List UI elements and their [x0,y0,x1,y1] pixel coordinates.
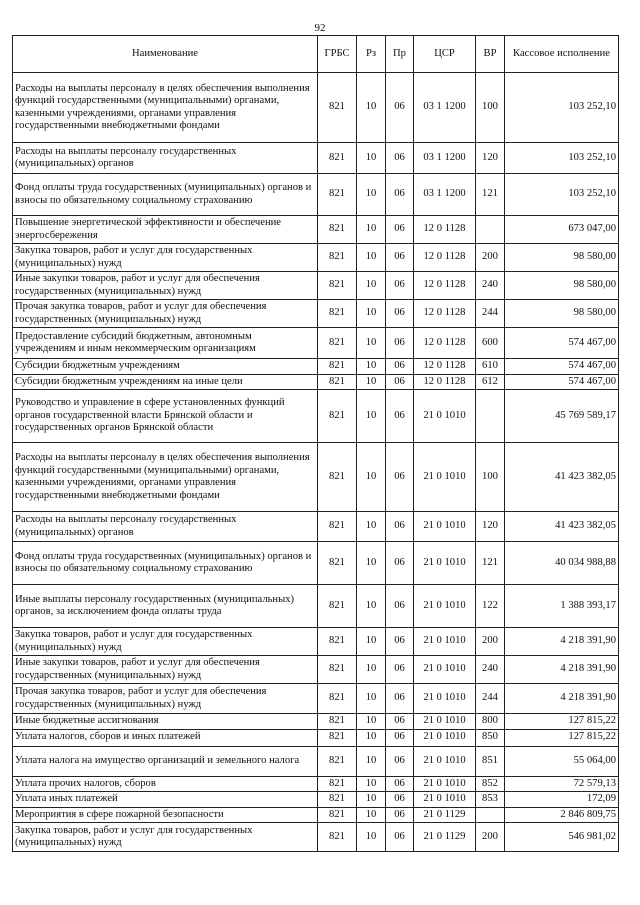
cell-rz: 10 [357,300,386,328]
cell-grbs: 821 [318,73,357,143]
cell-csr: 21 0 1010 [414,714,476,730]
cell-vr [476,390,505,443]
cell-name: Иные бюджетные ассигнования [13,714,318,730]
cell-name: Уплата налогов, сборов и иных платежей [13,729,318,746]
table-body [13,73,619,852]
table-row [13,443,619,512]
cell-rz: 10 [357,792,386,808]
table-row [13,300,619,328]
table-row [13,542,619,585]
cell-csr: 12 0 1128 [414,216,476,244]
table-row [13,512,619,542]
cell-vr: 121 [476,174,505,216]
header-grbs: ГРБС [318,36,357,73]
cell-sum: 546 981,02 [505,823,619,852]
cell-grbs: 821 [318,143,357,174]
cell-vr: 800 [476,714,505,730]
table-row [13,73,619,143]
cell-csr: 21 0 1010 [414,585,476,628]
cell-name: Предоставление субсидий бюджетным, автономным учреждениям и иным некоммерческим организациям [13,328,318,359]
cell-pr: 06 [386,328,414,359]
cell-grbs: 821 [318,174,357,216]
cell-vr: 851 [476,746,505,776]
cell-vr: 850 [476,729,505,746]
cell-name: Субсидии бюджетным учреждениям на иные цели [13,374,318,390]
cell-grbs: 821 [318,776,357,792]
header-sum: Кассовое исполнение [505,36,619,73]
cell-sum: 41 423 382,05 [505,512,619,542]
cell-vr: 610 [476,359,505,375]
cell-csr: 12 0 1128 [414,359,476,375]
cell-sum: 103 252,10 [505,73,619,143]
cell-pr: 06 [386,714,414,730]
cell-grbs: 821 [318,300,357,328]
cell-name: Расходы на выплаты персоналу государственных (муниципальных) органов [13,143,318,174]
cell-grbs: 821 [318,512,357,542]
cell-name: Уплата прочих налогов, сборов [13,776,318,792]
cell-sum: 574 467,00 [505,359,619,375]
cell-csr: 21 0 1010 [414,792,476,808]
cell-rz: 10 [357,807,386,823]
cell-name: Повышение энергетической эффективности и обеспечение энергосбережения [13,216,318,244]
table-row [13,359,619,375]
cell-pr: 06 [386,746,414,776]
cell-grbs: 821 [318,374,357,390]
cell-pr: 06 [386,272,414,300]
header-name: Наименование [13,36,318,73]
cell-csr: 21 0 1129 [414,807,476,823]
header-row [13,36,619,73]
header-csr: ЦСР [414,36,476,73]
table-row [13,823,619,852]
cell-pr: 06 [386,776,414,792]
table-row [13,684,619,714]
cell-vr: 240 [476,656,505,684]
cell-csr: 12 0 1128 [414,328,476,359]
cell-grbs: 821 [318,585,357,628]
cell-grbs: 821 [318,443,357,512]
cell-name: Руководство и управление в сфере установленных функций органов государственной власти Брянской области и государственных органов Брянской области [13,390,318,443]
cell-rz: 10 [357,216,386,244]
cell-csr: 21 0 1010 [414,746,476,776]
cell-csr: 21 0 1010 [414,628,476,656]
cell-sum: 127 815,22 [505,729,619,746]
cell-rz: 10 [357,359,386,375]
cell-vr: 121 [476,542,505,585]
cell-csr: 21 0 1010 [414,443,476,512]
cell-pr: 06 [386,443,414,512]
cell-rz: 10 [357,390,386,443]
cell-sum: 98 580,00 [505,272,619,300]
cell-sum: 127 815,22 [505,714,619,730]
cell-csr: 21 0 1010 [414,729,476,746]
cell-csr: 03 1 1200 [414,143,476,174]
table-row [13,807,619,823]
cell-csr: 21 0 1010 [414,776,476,792]
cell-sum: 103 252,10 [505,143,619,174]
cell-rz: 10 [357,585,386,628]
cell-sum: 72 579,13 [505,776,619,792]
cell-name: Уплата налога на имущество организаций и земельного налога [13,746,318,776]
cell-rz: 10 [357,272,386,300]
cell-name: Расходы на выплаты персоналу государственных (муниципальных) органов [13,512,318,542]
cell-csr: 21 0 1010 [414,542,476,585]
cell-csr: 12 0 1128 [414,244,476,272]
cell-csr: 03 1 1200 [414,73,476,143]
table-row [13,656,619,684]
cell-name: Фонд оплаты труда государственных (муниципальных) органов и взносы по обязательному социальному страхованию [13,542,318,585]
cell-sum: 574 467,00 [505,328,619,359]
table-row [13,628,619,656]
table-row [13,272,619,300]
cell-name: Прочая закупка товаров, работ и услуг для обеспечения государственных (муниципальных) нужд [13,684,318,714]
cell-name: Субсидии бюджетным учреждениям [13,359,318,375]
cell-grbs: 821 [318,656,357,684]
cell-pr: 06 [386,143,414,174]
cell-sum: 40 034 988,88 [505,542,619,585]
cell-sum: 574 467,00 [505,374,619,390]
cell-name: Расходы на выплаты персоналу в целях обеспечения выполнения функций государственными (муниципальными) органами, казенными учреждениями, органами управления государственными внебюджетными фондами [13,73,318,143]
cell-vr: 122 [476,585,505,628]
cell-rz: 10 [357,684,386,714]
table-header [13,36,619,73]
cell-vr: 120 [476,512,505,542]
cell-rz: 10 [357,746,386,776]
cell-sum: 673 047,00 [505,216,619,244]
cell-pr: 06 [386,174,414,216]
cell-vr: 600 [476,328,505,359]
cell-csr: 12 0 1128 [414,300,476,328]
cell-sum: 4 218 391,90 [505,684,619,714]
cell-sum: 4 218 391,90 [505,628,619,656]
cell-grbs: 821 [318,359,357,375]
cell-pr: 06 [386,823,414,852]
cell-name: Уплата иных платежей [13,792,318,808]
cell-grbs: 821 [318,714,357,730]
cell-rz: 10 [357,143,386,174]
cell-rz: 10 [357,328,386,359]
cell-sum: 55 064,00 [505,746,619,776]
cell-pr: 06 [386,390,414,443]
cell-pr: 06 [386,244,414,272]
cell-sum: 172,09 [505,792,619,808]
table-row [13,585,619,628]
cell-vr: 100 [476,73,505,143]
cell-rz: 10 [357,656,386,684]
cell-rz: 10 [357,776,386,792]
cell-rz: 10 [357,174,386,216]
cell-pr: 06 [386,216,414,244]
cell-name: Расходы на выплаты персоналу в целях обеспечения выполнения функций государственными (муниципальными) органами, казенными учреждениями, органами управления государственными внебюджетными фондами [13,443,318,512]
cell-csr: 21 0 1129 [414,823,476,852]
cell-grbs: 821 [318,684,357,714]
cell-name: Мероприятия в сфере пожарной безопасности [13,807,318,823]
page-number: 92 [314,22,326,34]
cell-grbs: 821 [318,807,357,823]
cell-pr: 06 [386,542,414,585]
cell-sum: 45 769 589,17 [505,390,619,443]
cell-pr: 06 [386,628,414,656]
cell-rz: 10 [357,542,386,585]
cell-name: Закупка товаров, работ и услуг для государственных (муниципальных) нужд [13,628,318,656]
cell-name: Иные закупки товаров, работ и услуг для обеспечения государственных (муниципальных) нужд [13,272,318,300]
cell-grbs: 821 [318,746,357,776]
cell-vr: 200 [476,244,505,272]
cell-grbs: 821 [318,272,357,300]
cell-rz: 10 [357,443,386,512]
header-vr: ВР [476,36,505,73]
cell-grbs: 821 [318,390,357,443]
cell-rz: 10 [357,244,386,272]
cell-grbs: 821 [318,216,357,244]
cell-vr: 120 [476,143,505,174]
cell-rz: 10 [357,512,386,542]
cell-sum: 1 388 393,17 [505,585,619,628]
cell-pr: 06 [386,684,414,714]
cell-grbs: 821 [318,542,357,585]
cell-grbs: 821 [318,328,357,359]
header-rz: Рз [357,36,386,73]
cell-sum: 98 580,00 [505,244,619,272]
cell-name: Прочая закупка товаров, работ и услуг для обеспечения государственных (муниципальных) нужд [13,300,318,328]
cell-csr: 21 0 1010 [414,512,476,542]
table-row [13,714,619,730]
table-row [13,729,619,746]
cell-vr [476,807,505,823]
cell-vr: 244 [476,300,505,328]
cell-vr: 852 [476,776,505,792]
cell-csr: 21 0 1010 [414,684,476,714]
cell-name: Иные закупки товаров, работ и услуг для обеспечения государственных (муниципальных) нужд [13,656,318,684]
cell-vr: 200 [476,823,505,852]
cell-csr: 12 0 1128 [414,374,476,390]
table-row [13,216,619,244]
cell-vr: 612 [476,374,505,390]
cell-pr: 06 [386,374,414,390]
cell-pr: 06 [386,729,414,746]
table-row [13,244,619,272]
cell-name: Иные выплаты персоналу государственных (муниципальных) органов, за исключением фонда оплаты труда [13,585,318,628]
cell-pr: 06 [386,73,414,143]
cell-pr: 06 [386,656,414,684]
cell-vr: 200 [476,628,505,656]
cell-vr [476,216,505,244]
cell-vr: 244 [476,684,505,714]
cell-vr: 240 [476,272,505,300]
cell-grbs: 821 [318,792,357,808]
cell-sum: 41 423 382,05 [505,443,619,512]
table-row [13,390,619,443]
cell-name: Закупка товаров, работ и услуг для государственных (муниципальных) нужд [13,244,318,272]
table-row [13,776,619,792]
table-row [13,746,619,776]
header-pr: Пр [386,36,414,73]
cell-grbs: 821 [318,729,357,746]
cell-grbs: 821 [318,244,357,272]
budget-execution-table [12,35,619,852]
table-row [13,792,619,808]
cell-sum: 4 218 391,90 [505,656,619,684]
cell-pr: 06 [386,807,414,823]
cell-name: Закупка товаров, работ и услуг для государственных (муниципальных) нужд [13,823,318,852]
cell-csr: 12 0 1128 [414,272,476,300]
cell-rz: 10 [357,374,386,390]
cell-csr: 03 1 1200 [414,174,476,216]
cell-vr: 100 [476,443,505,512]
cell-pr: 06 [386,512,414,542]
cell-sum: 103 252,10 [505,174,619,216]
cell-rz: 10 [357,729,386,746]
cell-sum: 2 846 809,75 [505,807,619,823]
cell-pr: 06 [386,792,414,808]
table-row [13,328,619,359]
cell-sum: 98 580,00 [505,300,619,328]
cell-csr: 21 0 1010 [414,390,476,443]
cell-rz: 10 [357,628,386,656]
cell-grbs: 821 [318,628,357,656]
cell-rz: 10 [357,714,386,730]
table-row [13,143,619,174]
cell-pr: 06 [386,585,414,628]
table-row [13,174,619,216]
cell-pr: 06 [386,300,414,328]
cell-pr: 06 [386,359,414,375]
cell-rz: 10 [357,73,386,143]
table-row [13,374,619,390]
cell-vr: 853 [476,792,505,808]
cell-rz: 10 [357,823,386,852]
cell-grbs: 821 [318,823,357,852]
cell-name: Фонд оплаты труда государственных (муниципальных) органов и взносы по обязательному социальному страхованию [13,174,318,216]
cell-csr: 21 0 1010 [414,656,476,684]
